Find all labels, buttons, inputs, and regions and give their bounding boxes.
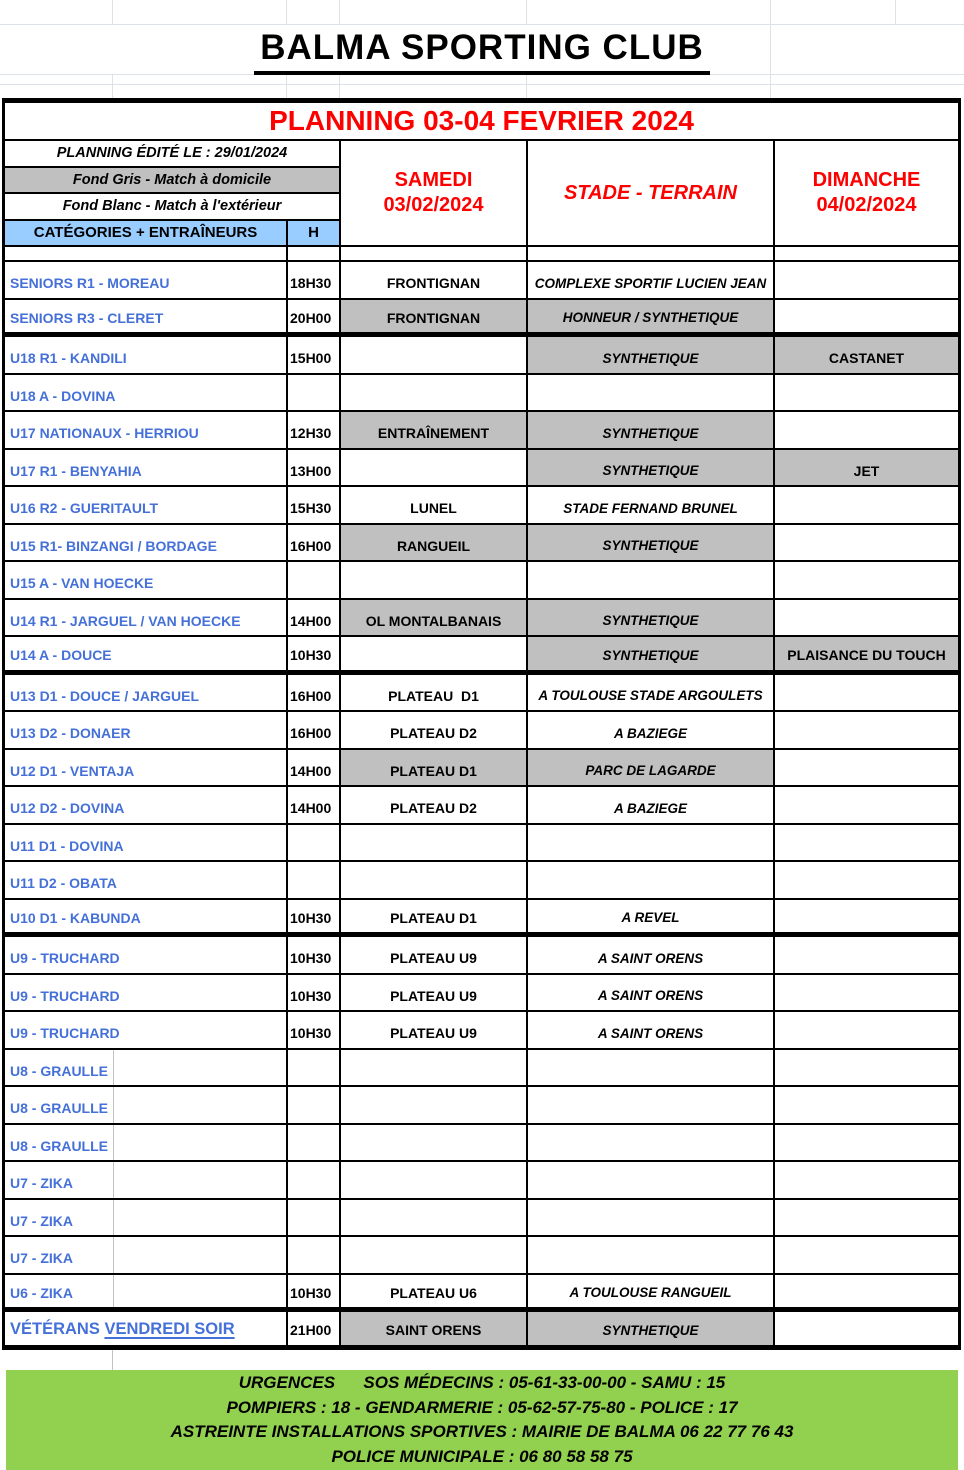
venue-cell: A SAINT ORENS [526,937,773,973]
venue-cell: SYNTHETIQUE [526,450,773,486]
category-cell: U11 D2 - OBATA [10,875,117,892]
time-cell: 15H30 [286,487,339,523]
schedule-row [5,1087,958,1125]
category-cell: VÉTÉRANS VENDREDI SOIR [10,1320,235,1339]
category-cell: U7 - ZIKA [5,1237,286,1273]
saturday-cell: PLATEAU U9 [339,1012,526,1048]
saturday-cell: FRONTIGNAN [339,300,526,333]
schedule-row [5,1162,958,1200]
sunday-cell [773,262,958,298]
sunday-cell [773,1125,958,1161]
time-cell [286,1050,339,1086]
schedule-row [5,937,958,975]
schedule-row [5,900,958,938]
schedule-row [5,525,958,563]
time-cell: 16H00 [286,712,339,748]
time-cell [286,1125,339,1161]
saturday-cell: RANGUEIL [339,525,526,561]
sunday-cell [773,1050,958,1086]
time-cell: 14H00 [286,600,339,636]
category-cell: U7 - ZIKA [5,1200,286,1236]
category-cell: U12 D2 - DOVINA [10,800,125,817]
emergency-line: POLICE MUNICIPALE : 06 80 58 58 75 [331,1446,633,1466]
spacer-cell [5,247,286,260]
sunday-cell [773,975,958,1011]
table-header [5,141,958,247]
grid-line [112,1350,113,1370]
time-cell: 10H30 [286,900,339,933]
grid-line [113,1050,114,1086]
grid-line [526,0,527,24]
category-cell: U9 - TRUCHARD [10,987,120,1004]
time-cell: 16H00 [286,675,339,711]
schedule-rows [5,262,958,1350]
category-cell: U9 - TRUCHARD [10,950,120,967]
category-cell: SENIORS R3 - CLERET [10,309,164,326]
time-cell [286,1200,339,1236]
time-cell: 14H00 [286,750,339,786]
sunday-cell [773,825,958,861]
time-cell: 15H00 [286,337,339,373]
category-cell: U16 R2 - GUERITAULT [10,500,159,517]
sunday-cell [773,750,958,786]
schedule-row [5,450,958,488]
schedule-row [5,337,958,375]
grid-line [113,1087,114,1123]
saturday-cell [339,862,526,898]
schedule-row [5,1275,958,1313]
grid-line [113,1275,114,1308]
sunday-cell [773,1237,958,1273]
saturday-cell [339,450,526,486]
time-cell: 10H30 [286,1275,339,1308]
schedule-row [5,750,958,788]
saturday-cell: OL MONTALBANAIS [339,600,526,636]
saturday-cell [339,1200,526,1236]
time-cell: 18H30 [286,262,339,298]
time-cell: 10H30 [286,937,339,973]
time-cell: 14H00 [286,787,339,823]
venue-cell [526,862,773,898]
hour-header: H [286,221,339,246]
schedule-row [5,300,958,338]
schedule-row [5,1237,958,1275]
venue-cell [526,562,773,598]
time-cell [286,825,339,861]
schedule-row [5,1012,958,1050]
schedule-row [5,412,958,450]
sunday-cell [773,412,958,448]
category-cell: U8 - GRAULLE [5,1087,286,1123]
sunday-cell [773,712,958,748]
grid-line [286,0,287,24]
venue-cell: PARC DE LAGARDE [526,750,773,786]
schedule-row [5,1312,958,1350]
venue-cell [526,1050,773,1086]
category-cell: U15 R1- BINZANGI / BORDAGE [10,537,217,554]
emergency-line: URGENCES SOS MÉDECINS : 05-61-33-00-00 - SAMU : 15 [238,1373,726,1392]
legend-categories-row [5,221,339,246]
grid-line [0,84,964,85]
saturday-cell: ENTRAÎNEMENT [339,412,526,448]
emergency-footer [6,1370,958,1470]
sunday-cell [773,1012,958,1048]
saturday-date: 03/02/2024 [383,194,484,216]
time-cell: 10H30 [286,637,339,670]
saturday-header [339,141,526,245]
venue-cell: A SAINT ORENS [526,975,773,1011]
sunday-cell [773,375,958,411]
venue-cell [526,375,773,411]
saturday-cell [339,1125,526,1161]
venue-cell [526,1237,773,1273]
sunday-header [773,141,958,245]
venue-label: STADE - TERRAIN [564,181,737,204]
spacer-row [5,247,958,262]
saturday-cell [339,1162,526,1198]
sunday-cell [773,1162,958,1198]
grid-line [339,0,340,24]
schedule-row [5,562,958,600]
saturday-cell [339,375,526,411]
sunday-cell [773,862,958,898]
schedule-row [5,262,958,300]
time-cell: 21H00 [286,1312,339,1345]
grid-line [113,1237,114,1273]
category-cell: U17 R1 - BENYAHIA [10,462,142,479]
spacer-cell [286,247,339,260]
venue-cell: A TOULOUSE STADE ARGOULETS [526,675,773,711]
schedule-row [5,675,958,713]
saturday-cell [339,825,526,861]
venue-cell: A TOULOUSE RANGUEIL [526,1275,773,1308]
planning-table [2,98,961,1350]
schedule-row [5,1050,958,1088]
category-cell: U18 R1 - KANDILI [10,350,127,367]
saturday-cell [339,1237,526,1273]
sunday-cell [773,937,958,973]
saturday-cell: LUNEL [339,487,526,523]
grid-line [113,1125,114,1161]
venue-cell: SYNTHETIQUE [526,412,773,448]
time-cell [286,1237,339,1273]
sunday-cell: PLAISANCE DU TOUCH [773,637,958,670]
category-cell: U18 A - DOVINA [10,387,116,404]
title-row [0,23,964,81]
emergency-line: ASTREINTE INSTALLATIONS SPORTIVES : MAIRIE DE BALMA 06 22 77 76 43 [170,1422,794,1441]
schedule-row [5,1200,958,1238]
category-cell: U13 D2 - DONAER [10,725,131,742]
venue-cell: SYNTHETIQUE [526,637,773,670]
schedule-row [5,712,958,750]
saturday-cell [339,1087,526,1123]
category-cell: U14 R1 - JARGUEL / VAN HOECKE [10,612,241,629]
category-cell: U7 - ZIKA [5,1162,286,1198]
sunday-cell [773,900,958,933]
time-cell: 12H30 [286,412,339,448]
saturday-cell: PLATEAU D1 [339,750,526,786]
grid-line [112,0,113,24]
time-cell [286,375,339,411]
venue-cell: SYNTHETIQUE [526,525,773,561]
sunday-cell [773,1275,958,1308]
category-cell: U11 D1 - DOVINA [10,837,124,854]
sunday-cell: CASTANET [773,337,958,373]
venue-cell: COMPLEXE SPORTIF LUCIEN JEAN [526,262,773,298]
sunday-cell [773,1200,958,1236]
schedule-row [5,375,958,413]
club-title: BALMA SPORTING CLUB [254,30,710,75]
grid-line [895,0,896,24]
venue-cell [526,1162,773,1198]
time-cell [286,1162,339,1198]
category-cell: U8 - GRAULLE [5,1050,286,1086]
category-cell: U8 - GRAULLE [5,1125,286,1161]
saturday-cell: PLATEAU D2 [339,787,526,823]
saturday-cell [339,1050,526,1086]
sunday-cell [773,300,958,333]
saturday-cell [339,337,526,373]
category-cell: U6 - ZIKA [5,1275,286,1308]
saturday-cell: PLATEAU D2 [339,712,526,748]
venue-cell: A REVEL [526,900,773,933]
category-cell: U17 NATIONAUX - HERRIOU [10,425,199,442]
saturday-label: SAMEDI [394,169,473,191]
category-cell: U10 D1 - KABUNDA [10,909,141,926]
sunday-cell [773,600,958,636]
time-cell: 16H00 [286,525,339,561]
venue-cell: A BAZIEGE [526,712,773,748]
venue-cell: STADE FERNAND BRUNEL [526,487,773,523]
saturday-cell: PLATEAU U9 [339,975,526,1011]
sunday-cell [773,787,958,823]
sunday-cell [773,487,958,523]
saturday-cell: SAINT ORENS [339,1312,526,1345]
venue-cell [526,1200,773,1236]
schedule-row [5,1125,958,1163]
time-cell: 10H30 [286,1012,339,1048]
sunday-cell [773,675,958,711]
saturday-cell: PLATEAU D1 [339,900,526,933]
sunday-date: 04/02/2024 [816,194,917,216]
saturday-cell: PLATEAU U9 [339,937,526,973]
sunday-label: DIMANCHE [812,169,921,191]
category-cell: SENIORS R1 - MOREAU [10,275,170,292]
legend-edited: PLANNING ÉDITÉ LE : 29/01/2024 [5,141,339,168]
schedule-row [5,787,958,825]
venue-cell: SYNTHETIQUE [526,1312,773,1345]
emergency-line: POMPIERS : 18 - GENDARMERIE : 05-62-57-75-80 - POLICE : 17 [226,1397,738,1417]
schedule-row [5,862,958,900]
category-cell: U13 D1 - DOUCE / JARGUEL [10,687,200,704]
time-cell: 20H00 [286,300,339,333]
planning-banner: PLANNING 03-04 FEVRIER 2024 [5,103,958,141]
grid-line [113,1200,114,1236]
category-cell: U14 A - DOUCE [10,647,112,664]
schedule-row [5,487,958,525]
saturday-cell [339,562,526,598]
venue-header [526,141,773,245]
sunday-cell [773,1087,958,1123]
schedule-row [5,600,958,638]
venue-cell [526,825,773,861]
legend-block [5,141,339,245]
schedule-row [5,825,958,863]
spacer-cell [526,247,773,260]
legend-home: Fond Gris - Match à domicile [5,168,339,195]
saturday-cell: PLATEAU D1 [339,675,526,711]
time-cell: 10H30 [286,975,339,1011]
category-cell: U12 D1 - VENTAJA [10,762,135,779]
venue-cell: A BAZIEGE [526,787,773,823]
venue-cell: SYNTHETIQUE [526,337,773,373]
categories-header: CATÉGORIES + ENTRAÎNEURS [5,221,286,246]
time-cell [286,562,339,598]
venue-cell: A SAINT ORENS [526,1012,773,1048]
schedule-row [5,637,958,675]
venue-cell: HONNEUR / SYNTHETIQUE [526,300,773,333]
sunday-cell [773,562,958,598]
sunday-cell: JET [773,450,958,486]
time-cell: 13H00 [286,450,339,486]
grid-line [113,1162,114,1198]
legend-away: Fond Blanc - Match à l'extérieur [5,194,339,221]
venue-cell [526,1125,773,1161]
category-cell: U15 A - VAN HOECKE [10,575,154,592]
spacer-cell [773,247,958,260]
spacer-cell [339,247,526,260]
saturday-cell: FRONTIGNAN [339,262,526,298]
time-cell [286,1087,339,1123]
sunday-cell [773,525,958,561]
time-cell [286,862,339,898]
saturday-cell [339,637,526,670]
venue-cell [526,1087,773,1123]
schedule-row [5,975,958,1013]
venue-cell: SYNTHETIQUE [526,600,773,636]
saturday-cell: PLATEAU U6 [339,1275,526,1308]
category-cell: U9 - TRUCHARD [10,1025,120,1042]
sunday-cell [773,1312,958,1345]
